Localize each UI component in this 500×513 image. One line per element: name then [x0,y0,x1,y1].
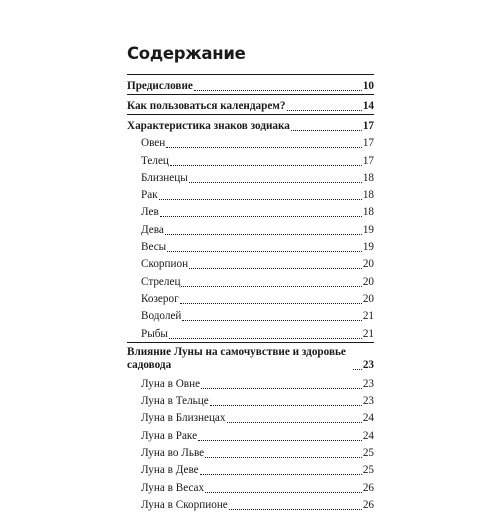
toc-entry[interactable] [127,496,374,513]
toc-section-preface [127,74,374,94]
dot-leader [205,457,362,458]
toc-entry-page: 24 [362,429,374,442]
toc-entry-page: 19 [362,223,374,236]
dot-leader [200,474,362,475]
toc-entry-label: Луна в Близнецах [141,412,226,425]
toc-entry-page: 24 [362,412,374,425]
toc-entry-label: Луна в Весах [141,481,205,494]
dot-leader [189,268,362,269]
toc-entry[interactable] [127,290,374,307]
dot-leader [160,216,362,217]
toc-entry[interactable] [127,115,374,134]
toc-entry-label: Луна в Деве [141,464,199,477]
toc-entry[interactable] [127,75,374,94]
toc-entry-label: Луна в Скорпионе [141,498,228,511]
toc-entry-page: 18 [362,171,374,184]
toc-entry[interactable] [127,134,374,151]
toc-entry-page: 23 [362,395,374,408]
toc-entry-label: Влияние Луны на самочувствие и здоровье садовода [127,345,346,372]
toc-entry-page: 20 [362,258,374,271]
toc-entry[interactable] [127,203,374,220]
toc-entry[interactable] [127,324,374,341]
toc-entry-label: Луна в Раке [141,429,198,442]
toc-entry-label: Характеристика знаков зодиака [127,120,290,132]
toc-entry-page: 26 [362,481,374,494]
toc-entry-page: 17 [362,120,374,132]
toc-entry-label: Дева [141,223,164,236]
toc-entry[interactable] [127,409,374,426]
toc-entry-page: 20 [362,275,374,288]
toc-entry[interactable] [127,169,374,186]
toc-entry-page: 23 [362,377,374,390]
toc-entry-label: Козерог [141,292,179,305]
toc-entry-label: Скорпион [141,258,189,271]
toc-entry[interactable] [127,220,374,237]
toc-entry[interactable] [127,186,374,203]
toc-entry[interactable] [127,255,374,272]
dot-leader [227,422,362,423]
toc-section-zodiac [127,114,374,342]
dot-leader [291,130,362,131]
dot-leader [170,165,362,166]
toc-entry-page: 18 [362,206,374,219]
toc-entry-label: Водолей [141,310,182,323]
toc-entry-page: 25 [362,447,374,460]
toc-entry-label: Телец [141,154,169,167]
toc-entry-label: Рак [141,189,158,202]
toc-entry-page: 26 [362,498,374,511]
toc-section-how-to-use [127,94,374,114]
page-title: Содержание [127,44,246,63]
toc-entry[interactable] [127,151,374,168]
toc-list [127,74,374,513]
toc-entry-page: 17 [362,137,374,150]
dot-leader [159,199,362,200]
toc-entry-page: 14 [362,100,374,112]
toc-entry[interactable] [127,444,374,461]
toc-entry[interactable] [127,238,374,255]
toc-entry-label: Как пользоваться календарем? [127,100,286,112]
dot-leader [181,286,361,287]
toc-entry[interactable] [127,95,374,114]
dot-leader [194,90,362,91]
dot-leader [165,234,362,235]
toc-entry-page: 21 [362,310,374,323]
dot-leader [166,147,362,148]
toc-entry-label: Предисловие [127,80,193,92]
toc-entry[interactable] [127,426,374,443]
toc-entry-label: Луна в Овне [141,377,201,390]
toc-entry[interactable] [127,272,374,289]
dot-leader [201,388,362,389]
toc-section-moon-influence [127,342,374,513]
dot-leader [353,369,362,370]
toc-entry-label: Луна во Льве [141,447,205,460]
toc-entry[interactable] [127,478,374,495]
toc-entry-page: 25 [362,464,374,477]
dot-leader [169,338,362,339]
toc-entry-page: 17 [362,154,374,167]
toc-entry-label: Лев [141,206,159,219]
dot-leader [229,509,362,510]
dot-leader [182,320,361,321]
dot-leader [205,492,362,493]
toc-entry[interactable] [127,343,374,375]
dot-leader [287,110,362,111]
dot-leader [167,251,362,252]
dot-leader [210,405,362,406]
toc-entry-label: Рыбы [141,327,168,340]
toc-entry[interactable] [127,307,374,324]
toc-entry[interactable] [127,392,374,409]
toc-entry-page: 21 [362,327,374,340]
toc-entry-label: Близнецы [141,171,188,184]
dot-leader [189,182,362,183]
dot-leader [180,303,362,304]
toc-entry[interactable] [127,461,374,478]
toc-entry-page: 19 [362,241,374,254]
toc-entry-page: 20 [362,292,374,305]
toc-entry-label: Весы [141,241,167,254]
toc-entry-label: Овен [141,137,166,150]
toc-entry-page: 23 [362,359,374,372]
toc-entry-label: Луна в Тельце [141,395,209,408]
toc-entry-page: 10 [362,80,374,92]
toc-entry-page: 18 [362,189,374,202]
toc-entry-label: Стрелец [141,275,181,288]
dot-leader [198,440,362,441]
toc-entry[interactable] [127,375,374,392]
